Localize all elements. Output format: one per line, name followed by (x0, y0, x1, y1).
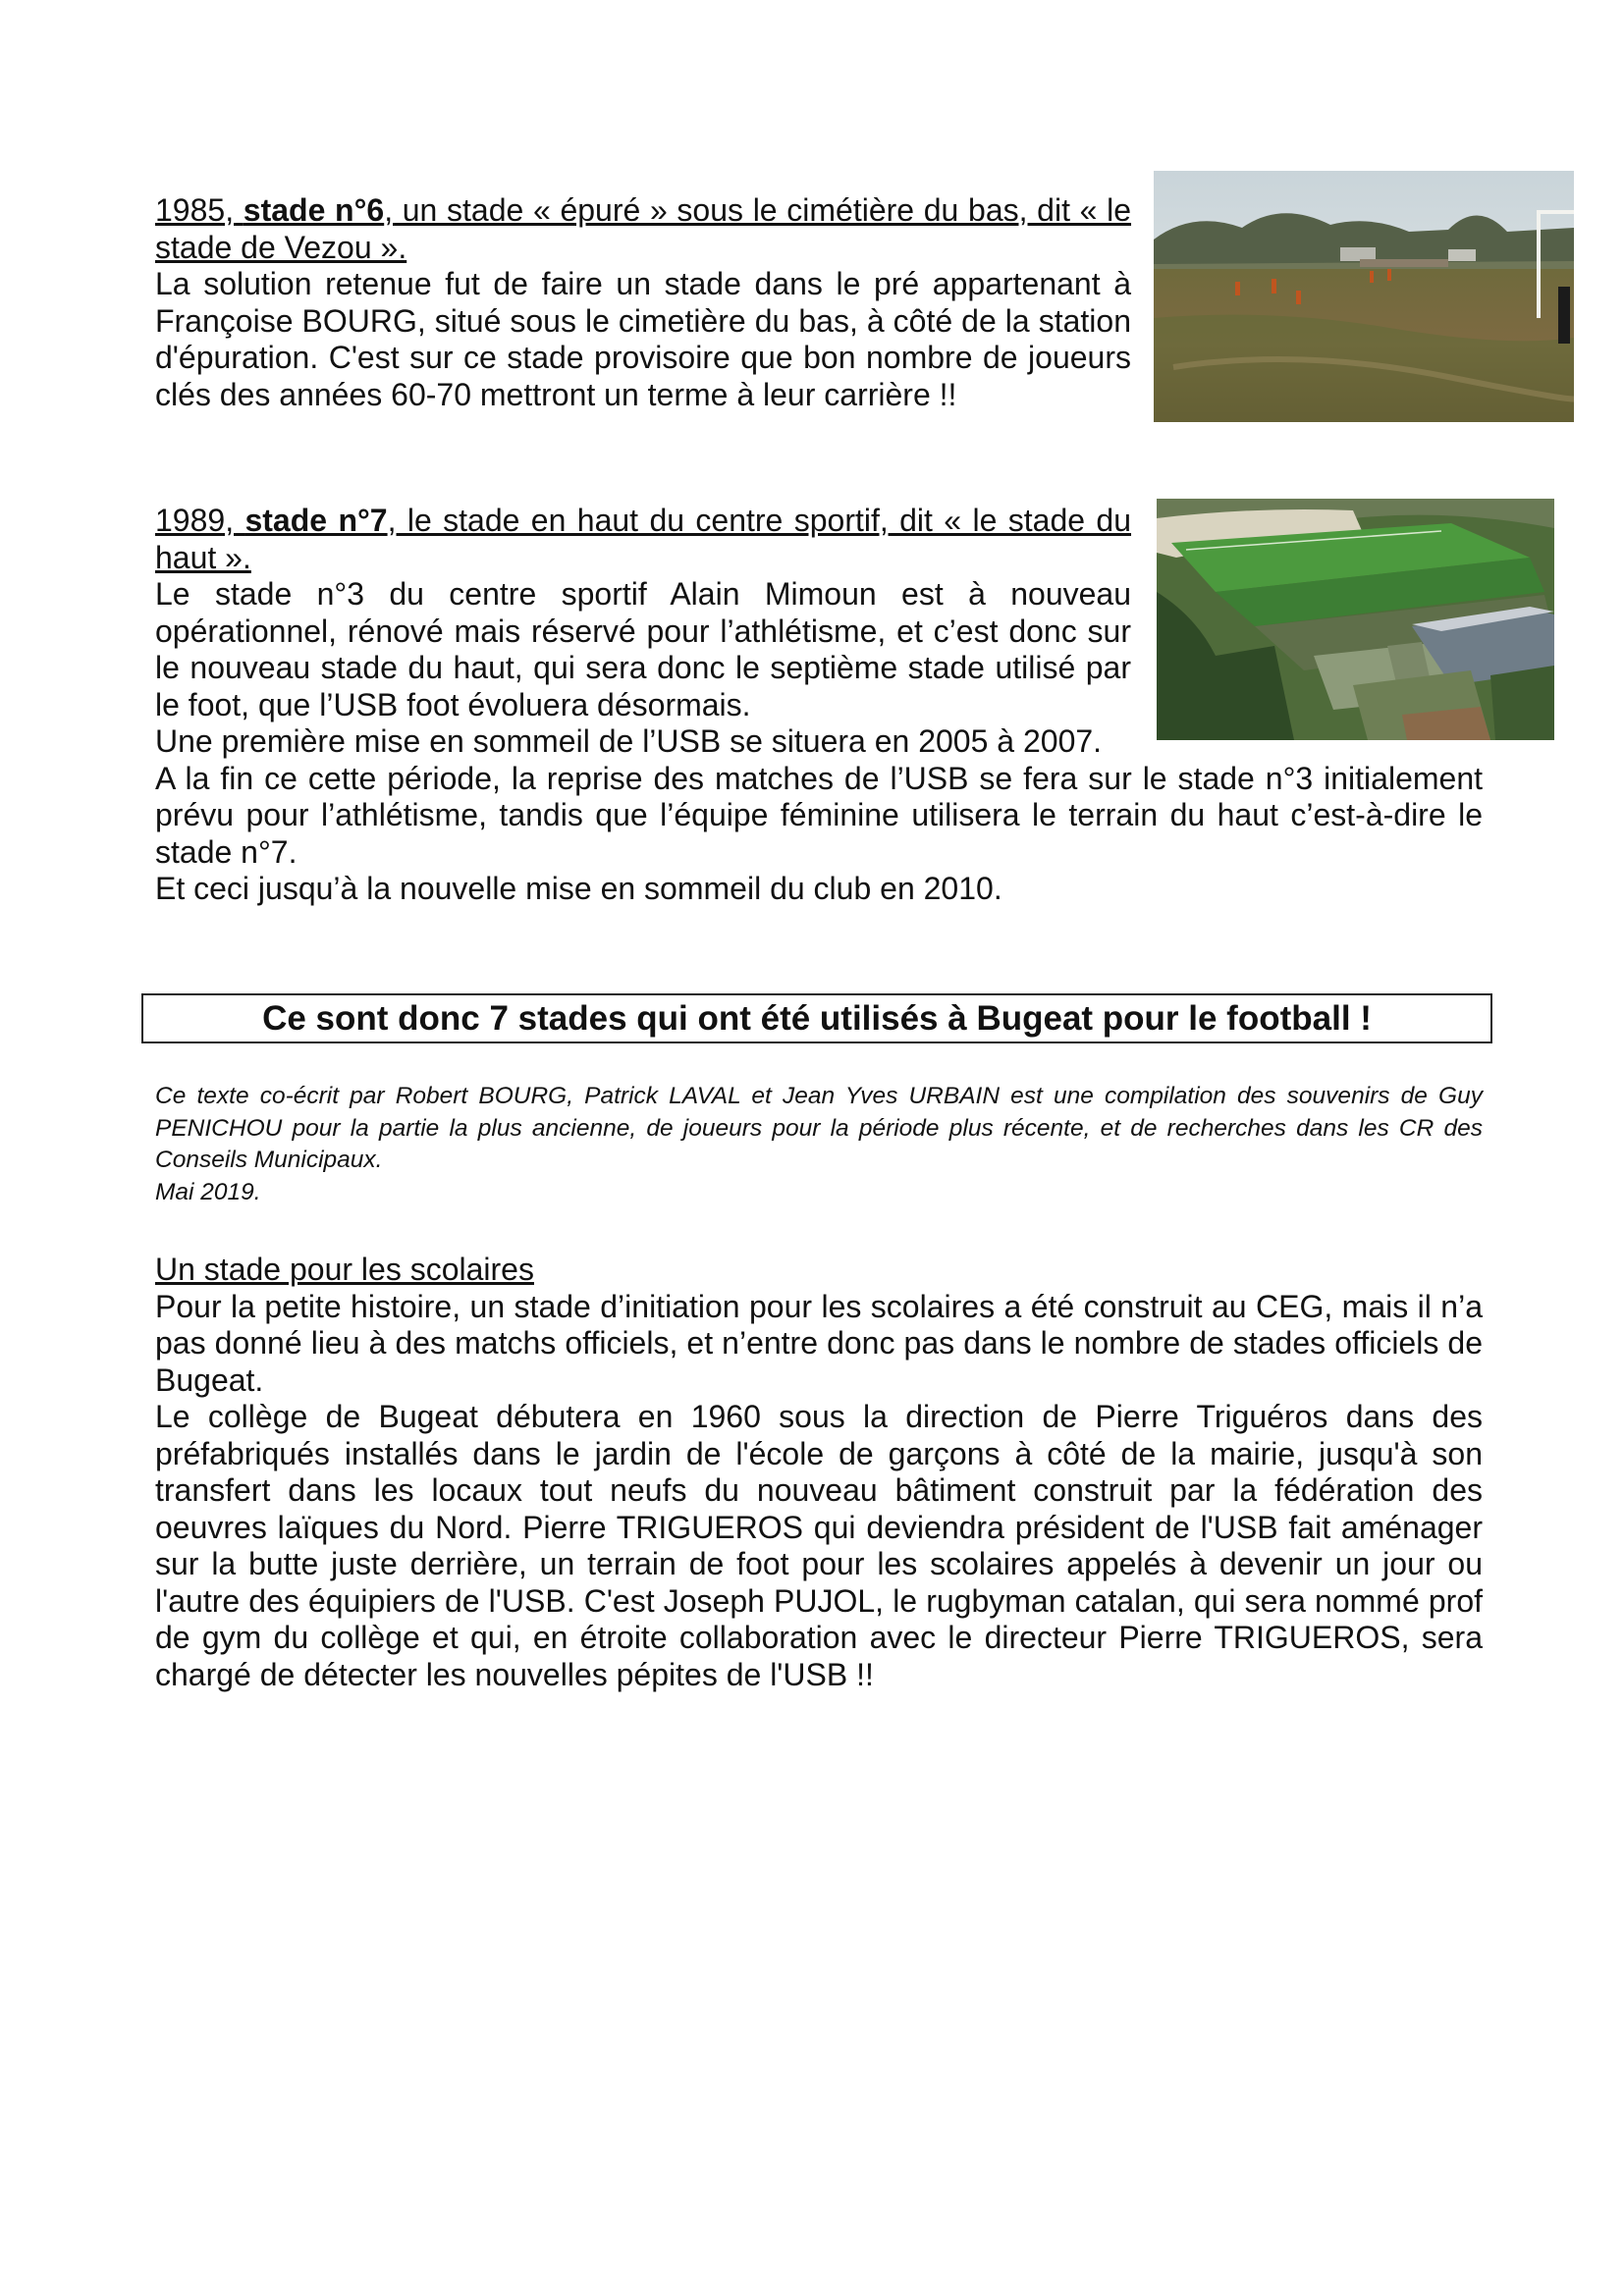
credit-text: Ce texte co-écrit par Robert BOURG, Patrick LAVAL et Jean Yves URBAIN est une compilation des souvenirs de Guy PENICHOU pour la partie la plus ancienne, de joueurs pour la période plus récente, et de recherches dans les CR des Conseils Municipaux. (155, 1083, 1483, 1173)
section-heading: Un stade pour les scolaires (155, 1252, 534, 1287)
photo-stade-vezou (1154, 171, 1574, 422)
photo-stade-haut (1157, 499, 1554, 740)
section-stade-scolaires (155, 1252, 1483, 1693)
section-stade-6 (155, 192, 1131, 413)
section-stade-7-continued (155, 723, 1483, 908)
section-paragraph: Pour la petite histoire, un stade d’initiation pour les scolaires a été construit au CEG, mais il n’a pas donné lieu à des matchs officiels, et n’entre donc pas dans le nombre de stades officiels de Bugeat. (155, 1288, 1483, 1398)
section-heading: 1985, stade n°6, un stade « épuré » sous le cimétière du bas, dit « le stade de Vezou ». (155, 192, 1132, 265)
section-body: Le stade n°3 du centre sportif Alain Mimoun est à nouveau opérationnel, rénové mais réservé pour l’athlétisme, et c’est donc sur le nouveau stade du haut, qui sera donc le septième stade utilisé par le foot, que l’USB foot évoluera désormais. (155, 576, 1131, 722)
section-paragraph: Le collège de Bugeat débutera en 1960 sous la direction de Pierre Triguéros dans des préfabriqués installés dans le jardin de l'école de garçons à côté de la mairie, jusqu'à son transfert dans les locaux tout neufs du nouveau bâtiment construit par la fédération des oeuvres laïques du Nord. Pierre TRIGUEROS qui deviendra président de l'USB fait aménager sur la butte juste derrière, un terrain de foot pour les scolaires appelés à devenir un jour ou l'autre des équipiers de l'USB. C'est Joseph PUJOL, le rugbyman catalan, qui sera nommé prof de gym du collège et qui, en étroite collaboration avec le directeur Pierre TRIGUEROS, sera chargé de détecter les nouvelles pépites de l'USB !! (155, 1399, 1483, 1692)
summary-banner: Ce sont donc 7 stades qui ont été utilisés à Bugeat pour le football ! (141, 993, 1492, 1043)
section-stade-7 (155, 503, 1131, 723)
text-line: Et ceci jusqu’à la nouvelle mise en sommeil du club en 2010. (155, 871, 1002, 906)
credits (155, 1081, 1483, 1208)
text-line: A la fin ce cette période, la reprise des matches de l’USB se fera sur le stade n°3 initialement prévu pour l’athlétisme, tandis que l’équipe féminine utilisera le terrain du haut c’est-à-dire le stade n°7. (155, 760, 1483, 870)
section-body: La solution retenue fut de faire un stade dans le pré appartenant à Françoise BOURG, situé sous le cimetière du bas, à côté de la station d'épuration. C'est sur ce stade provisoire que bon nombre de joueurs clés des années 60-70 mettront un terme à leur carrière !! (155, 266, 1131, 412)
credit-date: Mai 2019. (155, 1178, 261, 1205)
section-heading: 1989, stade n°7, le stade en haut du centre sportif, dit « le stade du haut ». (155, 503, 1132, 575)
text-line: Une première mise en sommeil de l’USB se situera en 2005 à 2007. (155, 723, 1103, 759)
